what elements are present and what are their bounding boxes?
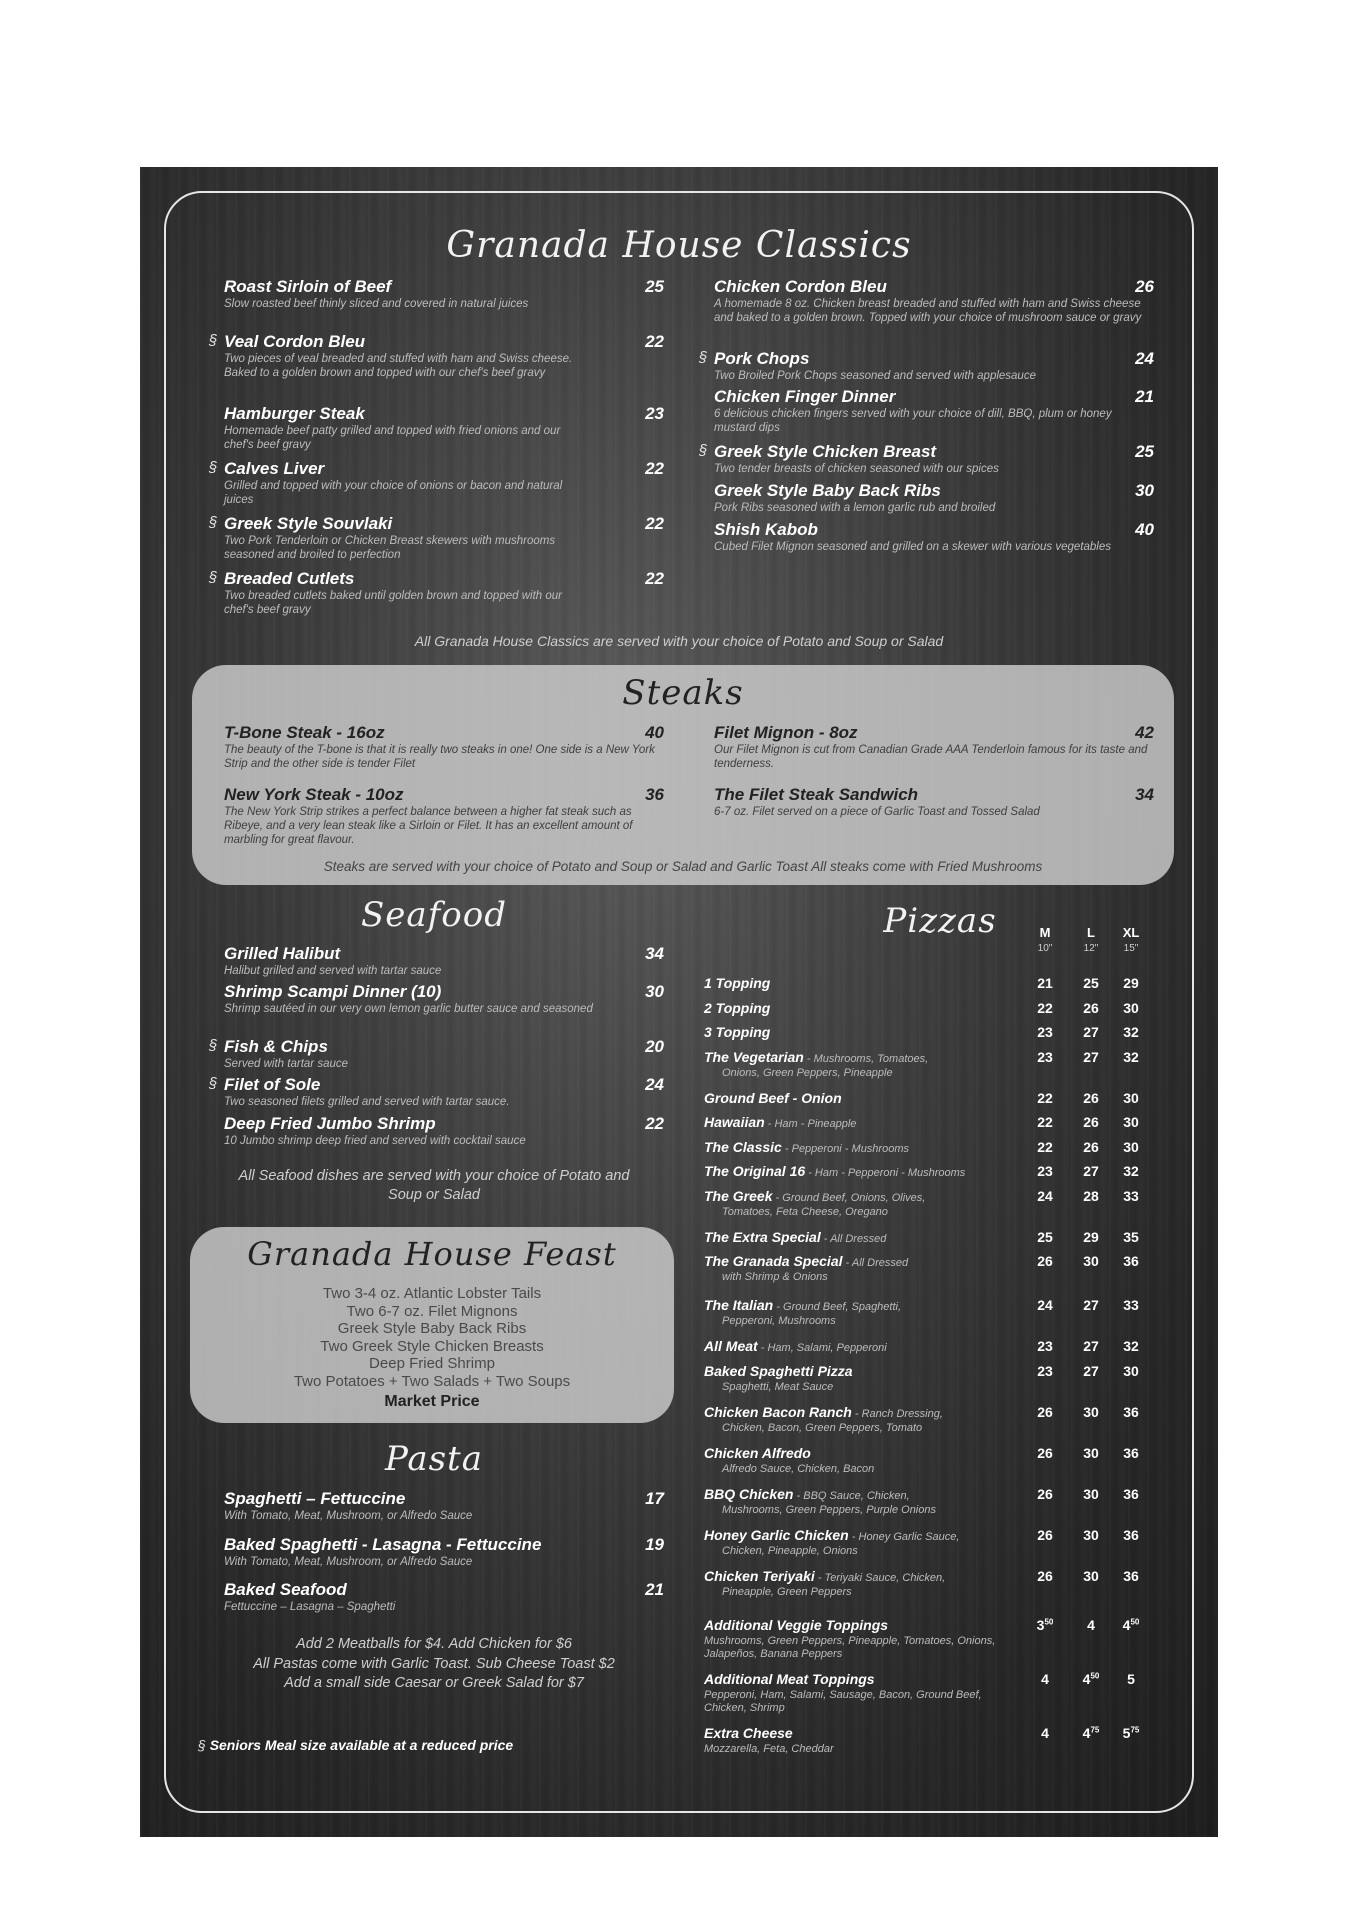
pizza-name: 3 Topping — [704, 1024, 771, 1040]
pizza-title-line — [704, 1486, 910, 1504]
seafood-title: Seafood — [361, 895, 507, 935]
senior-note — [198, 1737, 618, 1753]
extra-price-whole: 4 — [1122, 1616, 1131, 1633]
extra-price-xl — [1114, 1725, 1148, 1741]
feast-line: Deep Fried Shrimp — [369, 1355, 495, 1372]
pizza-price-xl: 30 — [1123, 1114, 1139, 1130]
item-price: 42 — [1135, 723, 1154, 742]
pizza-price-l: 26 — [1083, 1138, 1099, 1155]
pizza-toppings-line2: Chicken, Bacon, Green Peppers, Tomato — [722, 1421, 923, 1434]
item-price: 40 — [645, 723, 664, 742]
pizza-price-l: 26 — [1083, 1089, 1099, 1106]
item-name: Roast Sirloin of Beef — [224, 277, 392, 296]
pizza-title-line — [704, 1445, 811, 1463]
pizza-price-xl: 30 — [1123, 999, 1139, 1016]
item-description: Halibut grilled and served with tartar sauce — [224, 965, 442, 977]
extra-price-m — [1028, 1671, 1062, 1687]
pizza-price-m: 24 — [1037, 1297, 1053, 1313]
item-price: 22 — [645, 1114, 664, 1133]
pizza-title-line — [704, 1253, 908, 1271]
senior-marker-icon: § — [209, 569, 218, 586]
feast-price: Market Price — [384, 1393, 480, 1410]
feast-line: Two 6-7 oz. Filet Mignons — [346, 1302, 518, 1320]
extra-topping-name: Additional Meat Toppings — [704, 1670, 875, 1687]
extra-topping-desc: Pepperoni, Ham, Salami, Sausage, Bacon, Ground Beef, Chicken, Shrimp — [704, 1688, 982, 1714]
pizza-price-xl: 29 — [1123, 975, 1139, 991]
item-description: The beauty of the T-bone is that it is really two steaks in one! One side is a New York Strip and the other side is tender Filet — [224, 744, 655, 770]
item-price: 19 — [645, 1535, 664, 1554]
item-name: Greek Style Baby Back Ribs — [714, 481, 941, 500]
pizza-price-m: 26 — [1037, 1253, 1053, 1269]
pizza-price-xl: 36 — [1123, 1526, 1139, 1543]
pizza-toppings: - Honey Garlic Sauce, — [848, 1530, 960, 1543]
pizza-price-l: 30 — [1083, 1526, 1099, 1543]
item-description: Our Filet Mignon is cut from Canadian Grade AAA Tenderloin famous for its taste and tenderness. — [714, 744, 1148, 770]
item-description: Two Broiled Pork Chops seasoned and served with applesauce — [714, 370, 1036, 382]
item-price: 17 — [645, 1489, 664, 1508]
pizza-name: The Vegetarian — [704, 1048, 804, 1065]
extra-price-whole: 4 — [1087, 1616, 1095, 1633]
item-price: 25 — [645, 277, 664, 296]
pasta-note-line: Add 2 Meatballs for $4. Add Chicken for $6 — [296, 1636, 572, 1652]
pizza-price-xl: 32 — [1123, 1338, 1139, 1354]
classics-note: All Granada House Classics are served with your choice of Potato and Soup or Salad — [414, 633, 944, 649]
pizza-name: The Classic — [704, 1138, 782, 1155]
item-price: 26 — [1135, 277, 1154, 296]
pizza-toppings: - Ham, Salami, Pepperoni — [757, 1342, 887, 1354]
item-description: With Tomato, Meat, Mushroom, or Alfredo Sauce — [224, 1510, 473, 1522]
feast-title: Granada House Feast — [247, 1235, 617, 1273]
pizza-price-xl: 30 — [1123, 1089, 1139, 1106]
pizza-name: BBQ Chicken — [704, 1485, 794, 1502]
pizza-size-inches: 12" — [1083, 943, 1099, 954]
item-description: Fettuccine – Lasagna – Spaghetti — [224, 1601, 396, 1613]
item-name: Breaded Cutlets — [224, 569, 355, 588]
extra-price-whole: 5 — [1122, 1724, 1131, 1741]
pizza-price-xl: 32 — [1123, 1163, 1139, 1179]
item-price: 24 — [1135, 349, 1154, 368]
feast-line: Greek Style Baby Back Ribs — [337, 1320, 527, 1337]
senior-marker-icon: § — [699, 442, 708, 459]
pizza-price-m: 23 — [1037, 1163, 1053, 1179]
extra-price-l — [1074, 1617, 1108, 1633]
item-description: Pork Ribs seasoned with a lemon garlic rub and broiled — [714, 502, 996, 514]
pizza-toppings: - Ham - Pepperoni - Mushrooms — [805, 1167, 966, 1179]
item-price: 25 — [1135, 442, 1154, 461]
item-price: 23 — [645, 404, 664, 423]
extra-topping-desc: Mushrooms, Green Peppers, Pineapple, Tomatoes, Onions, Jalapeños, Banana Peppers — [704, 1634, 996, 1660]
item-name: T-Bone Steak - 16oz — [224, 723, 385, 742]
pizza-toppings: - Pepperoni - Mushrooms — [781, 1142, 909, 1155]
pizza-name: Chicken Alfredo — [704, 1444, 811, 1461]
item-name: Hamburger Steak — [224, 404, 365, 423]
pizza-name: The Greek — [704, 1187, 773, 1204]
pizza-price-xl: 36 — [1123, 1403, 1139, 1420]
pizza-list — [704, 975, 1154, 1795]
extra-price-whole: 4 — [1041, 1724, 1049, 1741]
pizza-title-line — [704, 1363, 853, 1381]
item-price: 22 — [645, 459, 664, 478]
extra-price-whole: 3 — [1036, 1616, 1045, 1633]
senior-marker-icon: § — [209, 459, 218, 476]
pizza-price-m: 26 — [1037, 1526, 1053, 1543]
extra-price-cents: 75 — [1090, 1724, 1100, 1734]
pizza-price-l: 27 — [1083, 1338, 1099, 1354]
pizza-toppings: - All Dressed — [842, 1257, 909, 1269]
pizza-toppings-line2: Mushrooms, Green Peppers, Purple Onions — [722, 1503, 936, 1516]
pizza-name: Chicken Teriyaki — [704, 1567, 815, 1584]
pizza-name: 2 Topping — [704, 999, 771, 1016]
pizza-title-line — [704, 975, 770, 993]
pizza-price-m: 26 — [1037, 1444, 1053, 1461]
pizza-name: Hawaiian — [704, 1114, 765, 1130]
feast-line: Two Greek Style Chicken Breasts — [320, 1337, 544, 1355]
item-price: 24 — [645, 1075, 664, 1094]
steaks-panel — [192, 665, 1174, 885]
item-description: Two pieces of veal breaded and stuffed with ham and Swiss cheese. Baked to a golden brown and topped with our chef's beef gravy — [224, 353, 573, 379]
pizza-title-line — [704, 1527, 959, 1545]
item-name: The Filet Steak Sandwich — [714, 785, 919, 804]
pizza-price-m: 23 — [1037, 1048, 1053, 1065]
extra-price-whole: 4 — [1082, 1670, 1091, 1687]
feast-line: Two 3-4 oz. Atlantic Lobster Tails — [322, 1285, 542, 1302]
item-description: Served with tartar sauce — [224, 1058, 349, 1070]
item-description: Slow roasted beef thinly sliced and covered in natural juices — [224, 298, 529, 310]
item-description: Two Pork Tenderloin or Chicken Breast skewers with mushrooms seasoned and broiled to perfection — [224, 535, 556, 561]
extra-price-xl — [1114, 1617, 1148, 1633]
item-description: Two seasoned filets grilled and served with tartar sauce. — [224, 1096, 510, 1108]
pizza-price-l: 30 — [1083, 1567, 1099, 1584]
item-description: Homemade beef patty grilled and topped with fried onions and our chef's beef gravy — [224, 425, 561, 451]
pizza-size-inches: 10" — [1037, 943, 1053, 954]
item-description: Cubed Filet Mignon seasoned and grilled on a skewer with various vegetables — [714, 541, 1111, 553]
senior-marker-icon: § — [209, 1075, 218, 1092]
pizza-price-m: 22 — [1037, 1114, 1053, 1130]
pizza-size-label: L — [1087, 925, 1095, 940]
pizza-price-xl: 32 — [1123, 1024, 1139, 1040]
pizza-title-line — [704, 1338, 887, 1356]
pizza-title-line — [704, 1000, 770, 1018]
pizza-price-l: 27 — [1083, 1163, 1099, 1179]
item-description: 6 delicious chicken fingers served with your choice of dill, BBQ, plum or honey mustard dips — [714, 408, 1112, 434]
item-name: Filet of Sole — [224, 1075, 321, 1094]
extra-price-cents: 50 — [1044, 1616, 1054, 1626]
item-name: Veal Cordon Bleu — [224, 332, 366, 351]
pizza-price-l: 29 — [1083, 1228, 1099, 1245]
pizza-price-xl: 35 — [1123, 1228, 1139, 1245]
pizza-price-m: 24 — [1037, 1187, 1053, 1204]
item-name: Baked Spaghetti - Lasagna - Fettuccine — [224, 1535, 542, 1554]
item-description: Shrimp sautéed in our very own lemon garlic butter sauce and seasoned — [224, 1003, 593, 1015]
pizza-price-xl: 33 — [1123, 1297, 1139, 1313]
pizza-price-l: 28 — [1083, 1187, 1099, 1204]
item-price: 20 — [645, 1037, 664, 1056]
item-price: 30 — [645, 982, 664, 1001]
pizza-name: Ground Beef - Onion — [704, 1089, 842, 1106]
pizza-title-line — [704, 1139, 909, 1157]
pizzas-title: Pizzas — [883, 901, 997, 941]
pizza-title-line — [704, 1090, 842, 1108]
pizza-price-m: 23 — [1037, 1338, 1053, 1354]
extra-topping-name: Extra Cheese — [704, 1724, 793, 1741]
pizza-toppings: - BBQ Sauce, Chicken, — [793, 1489, 910, 1502]
item-description: Two breaded cutlets baked until golden brown and topped with our chef's beef gravy — [224, 590, 562, 616]
item-name: Chicken Cordon Bleu — [714, 277, 887, 296]
pizza-title-line — [704, 1188, 925, 1206]
pizza-size-inches: 15" — [1123, 943, 1139, 954]
senior-marker-icon: § — [209, 1037, 218, 1054]
item-description: A homemade 8 oz. Chicken breast breaded and stuffed with ham and Swiss cheese and baked to a golden brown. Topped with your choice of mushroom sauce or gravy — [714, 298, 1142, 324]
item-price: 22 — [645, 332, 664, 351]
senior-marker-icon: § — [209, 514, 218, 531]
extra-price-cents: 50 — [1130, 1616, 1140, 1626]
pizza-name: The Italian — [704, 1297, 774, 1313]
item-price: 21 — [1135, 387, 1154, 406]
extra-topping-desc: Mozzarella, Feta, Cheddar — [704, 1742, 834, 1755]
pizza-price-m: 26 — [1037, 1403, 1053, 1420]
item-name: Shrimp Scampi Dinner (10) — [224, 982, 442, 1001]
item-price: 22 — [645, 514, 664, 533]
pizza-price-m: 26 — [1037, 1485, 1053, 1502]
item-name: Greek Style Chicken Breast — [714, 442, 937, 461]
pizza-toppings: - Mushrooms, Tomatoes, — [803, 1052, 929, 1065]
item-name: Grilled Halibut — [224, 944, 341, 963]
extra-price-cents: 50 — [1090, 1670, 1100, 1680]
pizza-title-line — [704, 1024, 770, 1042]
extra-price-l — [1074, 1725, 1108, 1741]
item-name: Shish Kabob — [714, 520, 818, 539]
pizza-size-label: XL — [1122, 925, 1140, 940]
pizza-price-xl: 36 — [1123, 1253, 1139, 1269]
pizza-name: The Extra Special — [704, 1228, 821, 1245]
item-price: 22 — [645, 569, 664, 588]
extra-price-m — [1028, 1617, 1062, 1633]
item-name: Baked Seafood — [224, 1580, 347, 1599]
seafood-note: All Seafood dishes are served with your choice of Potato and Soup or Salad — [238, 1168, 630, 1203]
senior-icon: § — [198, 1737, 206, 1753]
item-name: Filet Mignon - 8oz — [714, 723, 858, 742]
pizza-price-m: 21 — [1037, 975, 1053, 991]
steaks-note: Steaks are served with your choice of Potato and Soup or Salad and Garlic Toast All steaks come with Fried Mushrooms — [323, 859, 1043, 874]
item-name: Spaghetti – Fettuccine — [224, 1489, 406, 1508]
pizza-toppings-line2: Pineapple, Green Peppers — [722, 1585, 852, 1598]
item-description: 10 Jumbo shrimp deep fried and served with cocktail sauce — [224, 1135, 526, 1147]
item-name: Greek Style Souvlaki — [224, 514, 393, 533]
pizza-title-line — [704, 1114, 856, 1132]
pizza-toppings: - Teriyaki Sauce, Chicken, — [814, 1571, 946, 1584]
item-name: Fish & Chips — [224, 1037, 328, 1056]
pizza-price-xl: 33 — [1123, 1187, 1139, 1204]
pizza-price-l: 30 — [1083, 1253, 1099, 1269]
steaks-title: Steaks — [622, 673, 744, 713]
pizza-size-label: M — [1039, 925, 1051, 940]
pizza-name: Chicken Bacon Ranch — [704, 1403, 852, 1420]
extra-price-xl — [1114, 1671, 1148, 1687]
item-name: Deep Fried Jumbo Shrimp — [224, 1114, 436, 1133]
pizza-toppings-line2: Chicken, Pineapple, Onions — [722, 1544, 858, 1557]
extra-price-m — [1028, 1725, 1062, 1741]
pizza-name: 1 Topping — [704, 975, 771, 991]
pizza-title-line — [704, 1404, 943, 1422]
pizza-toppings-line2: Tomatoes, Feta Cheese, Oregano — [722, 1205, 888, 1218]
pasta-title: Pasta — [384, 1439, 483, 1479]
pizza-price-l: 27 — [1083, 1362, 1099, 1379]
item-name: Calves Liver — [224, 459, 325, 478]
pizza-name: The Granada Special — [704, 1253, 843, 1269]
item-name: Chicken Finger Dinner — [714, 387, 896, 406]
pizza-name: All Meat — [704, 1338, 758, 1354]
pizza-price-l: 27 — [1083, 1048, 1099, 1065]
pizza-price-xl: 36 — [1123, 1485, 1139, 1502]
senior-note-text: Seniors Meal size available at a reduced price — [209, 1737, 514, 1753]
pizza-toppings-line2: Onions, Green Peppers, Pineapple — [722, 1066, 893, 1079]
pizza-price-xl: 32 — [1123, 1048, 1139, 1065]
pizza-price-l: 27 — [1083, 1297, 1099, 1313]
pizza-price-l: 30 — [1083, 1444, 1099, 1461]
pizza-price-m: 26 — [1037, 1567, 1053, 1584]
senior-marker-icon: § — [699, 349, 708, 366]
senior-marker-icon: § — [209, 332, 218, 349]
pizza-price-l: 30 — [1083, 1403, 1099, 1420]
pizza-price-xl: 36 — [1123, 1567, 1139, 1584]
pizza-size-header — [1028, 925, 1148, 965]
item-price: 30 — [1135, 481, 1154, 500]
pizza-toppings: - All Dressed — [820, 1232, 887, 1245]
pizza-price-l: 30 — [1083, 1485, 1099, 1502]
item-description: Two tender breasts of chicken seasoned with our spices — [714, 463, 999, 475]
item-price: 40 — [1135, 520, 1154, 539]
feast-lines — [190, 1285, 674, 1390]
pizza-price-xl: 30 — [1123, 1138, 1139, 1155]
pizza-toppings: - Ground Beef, Spaghetti, — [773, 1301, 902, 1313]
item-price: 34 — [645, 944, 664, 963]
pizza-price-xl: 30 — [1123, 1362, 1139, 1379]
pizza-title-line — [704, 1049, 928, 1067]
pizza-price-l: 27 — [1083, 1024, 1099, 1040]
item-name: Pork Chops — [714, 349, 810, 368]
pizza-price-m: 25 — [1037, 1228, 1053, 1245]
feast-panel — [190, 1227, 674, 1423]
pizza-price-l: 26 — [1083, 999, 1099, 1016]
pizza-toppings: - Ranch Dressing, — [851, 1407, 943, 1420]
extra-price-cents: 75 — [1130, 1724, 1140, 1734]
menu-board — [140, 167, 1218, 1837]
item-description: 6-7 oz. Filet served on a piece of Garlic Toast and Tossed Salad — [714, 806, 1040, 818]
pizza-price-xl: 36 — [1123, 1444, 1139, 1461]
pizza-price-m: 22 — [1037, 1089, 1053, 1106]
pasta-note-line: All Pastas come with Garlic Toast. Sub Cheese Toast $2 — [253, 1655, 615, 1672]
extra-price-whole: 5 — [1127, 1670, 1135, 1687]
pizza-price-l: 26 — [1083, 1114, 1099, 1130]
extra-price-whole: 4 — [1041, 1670, 1049, 1687]
pizza-price-m: 22 — [1037, 999, 1053, 1016]
pizza-name: Baked Spaghetti Pizza — [704, 1362, 853, 1379]
pizza-price-l: 25 — [1083, 975, 1099, 991]
extra-price-l — [1074, 1671, 1108, 1687]
pizza-toppings-line2: Pepperoni, Mushrooms — [722, 1315, 836, 1327]
pizza-title-line — [704, 1568, 945, 1586]
item-price: 21 — [645, 1580, 664, 1599]
classics-title: Granada House Classics — [446, 225, 912, 266]
item-description: Grilled and topped with your choice of onions or bacon and natural juices — [224, 480, 563, 506]
extra-price-whole: 4 — [1082, 1724, 1091, 1741]
pizza-toppings-line2: Spaghetti, Meat Sauce — [722, 1380, 834, 1393]
extra-topping-name: Additional Veggie Toppings — [704, 1616, 889, 1633]
pizza-title-line — [704, 1297, 901, 1315]
item-price: 36 — [645, 785, 664, 804]
item-price: 34 — [1135, 785, 1154, 804]
pizza-price-m: 23 — [1037, 1024, 1053, 1040]
pizza-title-line — [704, 1229, 886, 1247]
feast-line: Two Potatoes + Two Salads + Two Soups — [293, 1372, 571, 1390]
pasta-notes — [204, 1635, 664, 1694]
pizza-toppings-line2: Alfredo Sauce, Chicken, Bacon — [722, 1462, 875, 1475]
pizza-name: The Original 16 — [704, 1163, 806, 1179]
item-description: With Tomato, Meat, Mushroom, or Alfredo Sauce — [224, 1556, 473, 1568]
item-description: The New York Strip strikes a perfect balance between a higher fat steak such as Ribeye, and a very lean steak like a Sirloin or Filet. It has an excellent amount of marbling for great flavour. — [224, 806, 633, 846]
item-name: New York Steak - 10oz — [224, 785, 404, 804]
pasta-note-line: Add a small side Caesar or Greek Salad for $7 — [284, 1675, 584, 1691]
pizza-toppings-line2: with Shrimp & Onions — [722, 1271, 828, 1283]
pizza-price-m: 22 — [1037, 1138, 1053, 1155]
pizza-toppings: - Ground Beef, Onions, Olives, — [772, 1191, 926, 1204]
pizza-name: Honey Garlic Chicken — [704, 1526, 849, 1543]
pizza-title-line — [704, 1163, 965, 1181]
pizza-toppings: - Ham - Pineapple — [764, 1118, 857, 1130]
pizza-price-m: 23 — [1037, 1362, 1053, 1379]
